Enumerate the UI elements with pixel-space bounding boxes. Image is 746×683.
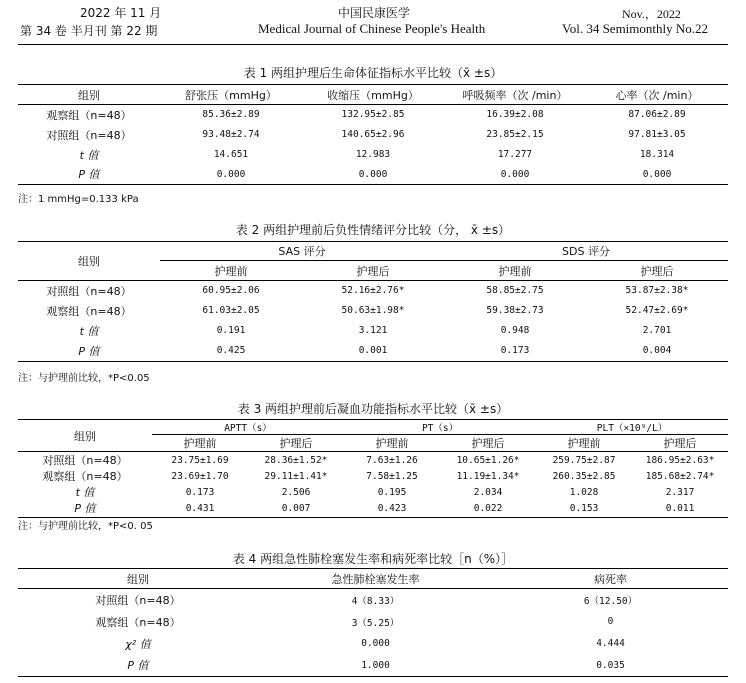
table3-cell: 23.69±1.70 — [171, 470, 229, 482]
table2-cell: 52.47±2.69* — [625, 305, 689, 316]
table3-subheader: 护理后 — [440, 435, 536, 452]
table3-cell: 259.75±2.87 — [552, 454, 616, 466]
issue-date-cn: 2022 年 11 月 — [80, 6, 162, 20]
issue-volume-en: Vol. 34 Semimonthly No.22 — [562, 21, 709, 36]
table2-subheader: 护理后 — [586, 261, 728, 281]
journal-title-en: Medical Journal of Chinese People's Health — [258, 21, 486, 36]
table3-caption: 表 3 两组护理前后凝血功能指标水平比较（x̄ ±s） — [237, 402, 509, 416]
table1-cell: 0.000 — [444, 165, 586, 185]
table4-row-label: 对照组（n=48） — [95, 593, 181, 607]
table3-cell: 0.011 — [632, 500, 728, 517]
table2-subheader: 护理后 — [302, 261, 444, 281]
table4-header-group: 组别 — [18, 569, 258, 589]
table2-row-label: 观察组（n=48） — [46, 304, 132, 318]
table3-cell: 28.36±1.52* — [264, 454, 328, 466]
table3-cell: 2.034 — [473, 486, 503, 498]
table3-cell: 7.58±1.25 — [366, 470, 418, 482]
table4-row-label: χ² 值 — [125, 637, 151, 651]
table2-cell: 60.95±2.06 — [202, 285, 260, 297]
table4-header-mortality: 病死率 — [493, 569, 728, 589]
table3-cell: 0.431 — [152, 500, 248, 517]
table4-cell: 0 — [607, 616, 614, 627]
table3-subheader: 护理前 — [536, 435, 632, 452]
table2-cell: 0.191 — [216, 325, 246, 336]
table4-row-label: 观察组（n=48） — [95, 615, 181, 629]
table1-cell: 12.983 — [355, 149, 391, 160]
table4-header-ape: 急性肺栓塞发生率 — [258, 569, 493, 589]
table2-cell: 53.87±2.38* — [625, 285, 689, 297]
table2-row-label: 对照组（n=48） — [46, 284, 132, 298]
table3-row-label: 对照组（n=48） — [42, 454, 128, 467]
table1-cell: 16.39±2.08 — [486, 109, 544, 121]
table1-header-dbp: 舒张压（mmHg） — [160, 85, 302, 105]
table1-row-label: t 值 — [79, 148, 99, 162]
table1-header-group: 组别 — [18, 85, 160, 105]
table1-header-hr: 心率（次 /min） — [586, 85, 728, 105]
table3-cell: 0.007 — [248, 500, 344, 517]
table1-header-sbp: 收缩压（mmHg） — [302, 85, 444, 105]
table3-subheader: 护理后 — [632, 435, 728, 452]
table4-cell: 0.000 — [361, 638, 390, 649]
table2-caption: 表 2 两组护理前后负性情绪评分比较（分， x̄ ±s） — [235, 223, 511, 237]
table1 — [18, 84, 728, 185]
table3-cell: 0.423 — [344, 500, 440, 517]
table2-cell: 0.004 — [586, 341, 728, 362]
table3-cell: 186.95±2.63* — [645, 454, 715, 466]
table2-cell: 59.38±2.73 — [486, 305, 544, 316]
table2-subheader: 护理前 — [444, 261, 586, 281]
issue-volume-cn: 第 34 卷 半月刊 第 22 期 — [20, 24, 158, 38]
table1-row-label: P 值 — [18, 165, 160, 185]
table1-cell: 93.48±2.74 — [202, 129, 260, 140]
table3-cell: 7.63±1.26 — [366, 454, 418, 466]
table4-cell: 4（8.33） — [351, 595, 400, 607]
table2-cell: 2.701 — [642, 325, 672, 336]
table2-cell: 0.173 — [444, 341, 586, 362]
table2-header-group: 组别 — [18, 242, 160, 281]
table2-cell: 50.63±1.98* — [341, 305, 405, 316]
table3-row-label: P 值 — [18, 500, 152, 517]
table4-cell: 1.000 — [258, 655, 493, 677]
table2-header-sas: SAS 评分 — [160, 242, 444, 261]
table2-row-label: P 值 — [18, 341, 160, 362]
table2-row-label: t 值 — [79, 324, 99, 338]
table2-cell: 58.85±2.75 — [486, 285, 544, 297]
table4-cell: 0.035 — [493, 655, 728, 677]
table1-cell: 97.81±3.05 — [628, 129, 686, 140]
table3-cell: 0.153 — [536, 500, 632, 517]
journal-title-cn: 中国民康医学 — [338, 6, 411, 20]
table4-cell: 6（12.50） — [583, 595, 638, 607]
table4-caption: 表 4 两组急性肺栓塞发生率和病死率比较［n（%）］ — [232, 552, 514, 566]
table4-cell: 3（5.25） — [351, 617, 400, 629]
table1-caption: 表 1 两组护理后生命体征指标水平比较（x̄ ±s） — [243, 66, 503, 80]
table1-cell: 0.000 — [160, 165, 302, 185]
table1-cell: 140.65±2.96 — [341, 129, 405, 140]
table1-cell: 85.36±2.89 — [202, 109, 260, 121]
table3-cell: 29.11±1.41* — [264, 470, 328, 482]
table2-cell: 0.948 — [500, 325, 530, 336]
table3-note: 注：与护理前比较，*P<0. 05 — [18, 521, 153, 532]
table3-cell: 185.68±2.74* — [645, 470, 715, 482]
table3-cell: 0.173 — [185, 486, 215, 498]
table1-cell: 14.651 — [213, 149, 249, 160]
table1-cell: 0.000 — [302, 165, 444, 185]
issue-date-en: Nov.，2022 — [622, 7, 681, 21]
table1-row-label: 对照组（n=48） — [46, 128, 132, 142]
table3-subheader: 护理前 — [344, 435, 440, 452]
page-header — [0, 0, 746, 44]
table4 — [18, 568, 728, 677]
header-rule — [18, 44, 728, 45]
table1-row-label: 观察组（n=48） — [46, 108, 132, 122]
table1-header-rr: 呼吸频率（次 /min） — [444, 85, 586, 105]
table2-cell: 52.16±2.76* — [341, 285, 405, 297]
table3-row-label: 观察组（n=48） — [42, 470, 128, 483]
table4-cell: 4.444 — [596, 638, 625, 649]
table2-header-sds: SDS 评分 — [444, 242, 728, 261]
table2-cell: 61.03±2.05 — [202, 305, 260, 316]
table3 — [18, 419, 728, 518]
table2-cell: 3.121 — [358, 325, 388, 336]
table2-note: 注：与护理前比较，*P<0.05 — [18, 373, 150, 384]
table3-cell: 2.506 — [281, 486, 311, 498]
table3-header-pt: PT（s） — [344, 420, 536, 435]
table3-row-label: t 值 — [75, 486, 95, 499]
table3-cell: 10.65±1.26* — [456, 454, 520, 466]
table3-cell: 0.022 — [440, 500, 536, 517]
table3-cell: 2.317 — [665, 486, 695, 498]
table3-cell: 11.19±1.34* — [456, 470, 520, 482]
table3-header-plt: PLT（×10⁹/L） — [536, 420, 728, 435]
table3-cell: 260.35±2.85 — [552, 470, 616, 482]
table4-row-label: P 值 — [18, 655, 258, 677]
table1-cell: 0.000 — [586, 165, 728, 185]
table2-subheader: 护理前 — [160, 261, 302, 281]
table1-cell: 18.314 — [639, 149, 675, 160]
table3-cell: 23.75±1.69 — [171, 454, 229, 466]
table1-cell: 17.277 — [497, 149, 533, 160]
table1-cell: 132.95±2.85 — [341, 109, 405, 121]
table1-cell: 87.06±2.89 — [628, 109, 686, 121]
table3-cell: 1.028 — [569, 486, 599, 498]
table1-cell: 23.85±2.15 — [486, 129, 544, 140]
table2-cell: 0.425 — [160, 341, 302, 362]
table3-header-aptt: APTT（s） — [152, 420, 344, 435]
table2 — [18, 241, 728, 362]
table2-cell: 0.001 — [302, 341, 444, 362]
table3-header-group: 组别 — [18, 420, 152, 452]
table1-note: 注：1 mmHg=0.133 kPa — [18, 194, 139, 205]
table3-cell: 0.195 — [377, 486, 407, 498]
table3-subheader: 护理后 — [248, 435, 344, 452]
table3-subheader: 护理前 — [152, 435, 248, 452]
